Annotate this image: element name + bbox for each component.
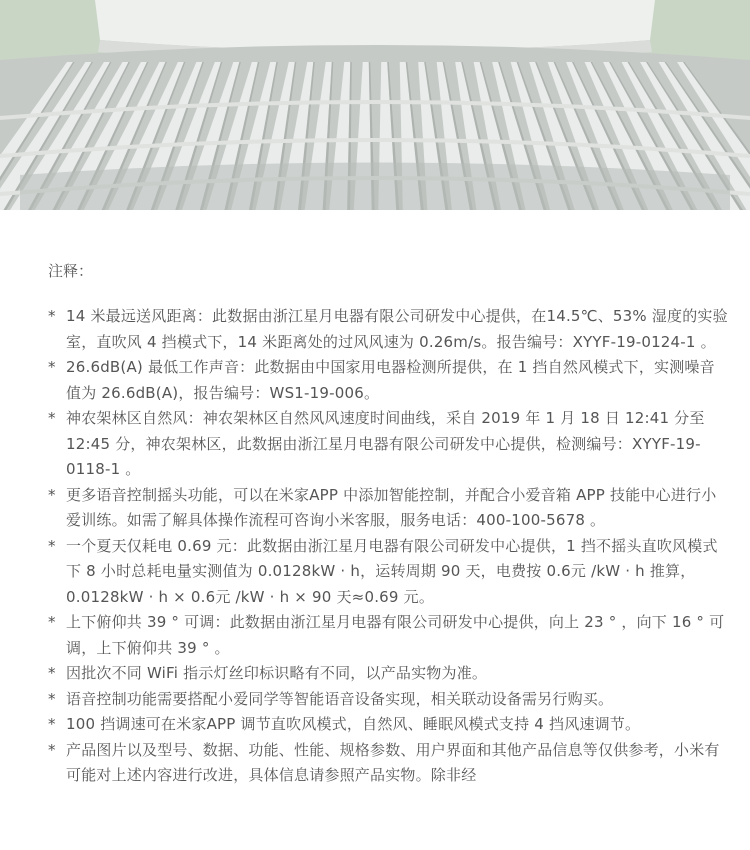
note-item [48,712,728,738]
bullet-asterisk: * [48,307,56,325]
bullet-asterisk: * [48,409,56,427]
note-text: 一个夏天仅耗电 0.69 元：此数据由浙江星月电器有限公司研发中心提供，1 挡不摇头直吹风模式下 8 小时总耗电量实测值为 0.0128kW · h，运转周期 90 天，电费按 0.6元 /kW · h 推算，0.0128kW · h × 0.6元 /kW · h × 90 天≈0.69 元。 [66,536,718,606]
note-item [48,406,728,483]
bullet-asterisk: * [48,740,56,759]
note-text: 语音控制功能需要搭配小爱同学等智能语音设备实现，相关联动设备需另行购买。 [66,689,614,708]
note-item [48,304,728,355]
bullet-asterisk: * [48,715,56,733]
note-text: 更多语音控制摇头功能，可以在米家APP 中添加智能控制，并配合小爱音箱 APP 技能中心进行小爱训练。如需了解具体操作流程可咨询小米客服，服务电话：400-100-5678 。 [66,485,717,529]
notes-list [48,304,728,789]
note-text: 产品图片以及型号、数据、功能、性能、规格参数、用户界面和其他产品信息等仅供参考，小米有可能对上述内容进行改进，具体信息请参照产品实物。除非经 [66,740,720,784]
notes-heading: 注释： [48,262,94,280]
bullet-asterisk: * [48,689,56,708]
note-item [48,355,728,406]
note-item [48,687,728,713]
note-text: 14 米最远送风距离：此数据由浙江星月电器有限公司研发中心提供，在14.5℃、53% 湿度的实验室，直吹风 4 挡模式下，14 米距离处的过风风速为 0.26m/s。报告编号：XYYF-19-0124-1 。 [66,307,728,351]
note-text: 神农架林区自然风：神农架林区自然风风速度时间曲线，采自 2019 年 1 月 18 日 12:41 分至 12:45 分，神农架林区，此数据由浙江星月电器有限公司研发中心提供，检测编号：XYYF-19-0118-1 。 [66,409,705,478]
note-text: 因批次不同 WiFi 指示灯丝印标识略有不同，以产品实物为准。 [66,664,488,682]
note-item [48,661,728,687]
note-item [48,483,728,534]
fan-grille-photo [0,0,750,210]
note-item [48,610,728,661]
bullet-asterisk: * [48,536,56,555]
bullet-asterisk: * [48,613,56,631]
notes-section [48,260,728,789]
note-text: 100 挡调速可在米家APP 调节直吹风模式，自然风、睡眠风模式支持 4 挡风速调节。 [66,715,641,733]
note-text: 26.6dB(A) 最低工作声音：此数据由中国家用电器检测所提供，在 1 挡自然风模式下，实测噪音值为 26.6dB(A)，报告编号：WS1-19-006。 [66,358,715,402]
note-item [48,534,728,611]
bullet-asterisk: * [48,485,56,504]
note-item [48,738,728,789]
note-text: 上下俯仰共 39 ° 可调：此数据由浙江星月电器有限公司研发中心提供，向上 23 ° ，向下 16 ° 可调，上下俯仰共 39 ° 。 [66,613,725,657]
bullet-asterisk: * [48,358,56,376]
bullet-asterisk: * [48,664,56,682]
fan-grille-illustration [0,0,750,210]
